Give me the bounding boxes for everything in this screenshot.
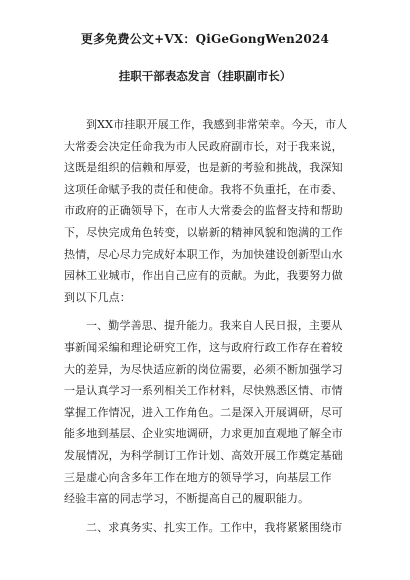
paragraph-line: 一是认真学习一系列相关工作材料，尽快熟悉区情、市情 [64,384,343,398]
paragraph-line: 事新闻采编和理论研究工作，这与政府行政工作存在着较 [64,340,343,354]
paragraph-line: 这项任命赋予我的责任和使命。我将不负重托，在市委、 [64,182,343,196]
paragraph-line: 这既是组织的信赖和厚爱，也是新的考验和挑战，我深知 [64,161,343,175]
paragraph-line: 二、求真务实、扎实工作。工作中，我将紧紧围绕市 [86,520,343,534]
paragraph-line: 发展情况，为科学制订工作计划、高效开展工作奠定基础 [64,448,343,462]
paragraph-line: 大常委会决定任命我为市人民政府副市长，对于我来说， [64,139,343,153]
paragraph-line: 到XX市挂职开展工作，我感到非常荣幸。今天，市人 [86,118,348,131]
document-title: 挂职干部表态发言（挂职副市长） [118,69,292,83]
paragraph-line: 经验丰富的同志学习，不断提高自己的履职能力。 [64,492,310,506]
paragraph-line: 大的差异，为尽快适应新的岗位需要，必须不断加强学习 [64,362,343,376]
paragraph-line: 到以下几点： [64,290,131,304]
paragraph-line: 下，尽快完成角色转变，以崭新的精神风貌和饱满的工作 [64,225,343,239]
paragraph-line: 热情，尽心尽力完成好本职工作，为加快建设创新型山水 [64,247,343,261]
paragraph-line: 掌握工作情况，进入工作角色。二是深入开展调研，尽可 [64,405,343,419]
paragraph-line: 三是虚心向含多年工作在地方的领导学习，向基层工作 [64,470,332,484]
paragraph-line: 一、勤学善思、提升能力。我来自人民日报，主要从 [86,319,343,333]
paragraph-line: 市政府的正确领导下，在市人大常委会的监督支持和帮助 [64,204,343,218]
paragraph-line: 园林工业城市，作出自己应有的贡献。为此，我要努力做 [64,269,343,283]
document-body [64,114,354,538]
promo-header: 更多免费公文+VX：QiGeGongWen2024 [80,32,330,46]
paragraph-line: 能多地到基层、企业实地调研，力求更加直观地了解全市 [64,427,343,441]
